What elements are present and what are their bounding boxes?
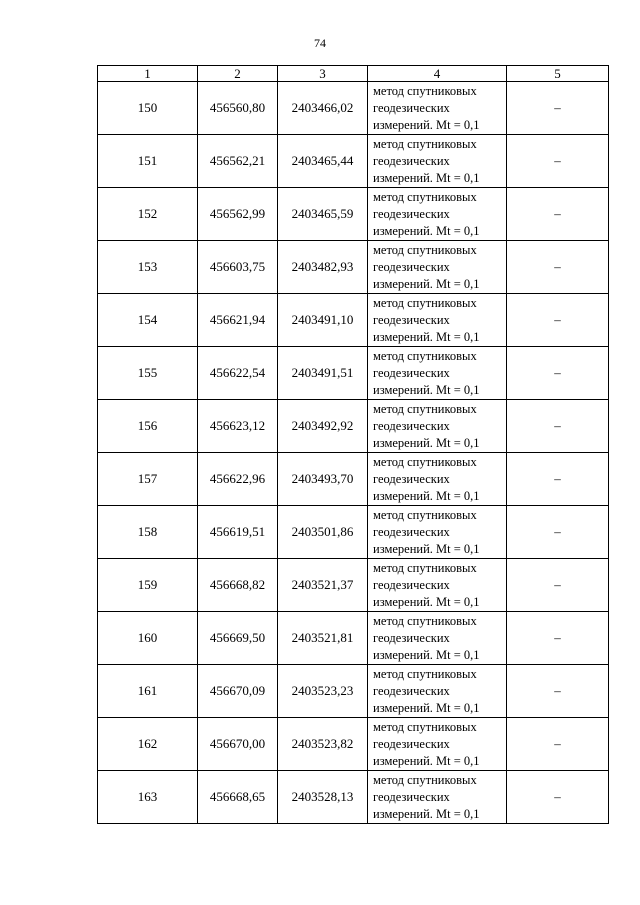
x-coordinate-cell: 456621,94 — [198, 294, 278, 347]
method-text-line: измерений. Mt = 0,1 — [373, 753, 480, 768]
table-row — [98, 188, 609, 241]
y-coordinate-cell: 2403493,70 — [278, 453, 368, 506]
table-row — [98, 771, 609, 824]
x-coordinate-cell: 456622,54 — [198, 347, 278, 400]
method-text-line: геодезических — [373, 312, 450, 327]
y-coordinate-cell: 2403501,86 — [278, 506, 368, 559]
y-coordinate-cell: 2403482,93 — [278, 241, 368, 294]
method-text-line: метод спутниковых — [373, 348, 477, 363]
method-cell — [368, 347, 507, 400]
method-text-line: метод спутниковых — [373, 401, 477, 416]
point-number-cell: 159 — [98, 559, 198, 612]
method-cell — [368, 612, 507, 665]
method-cell — [368, 665, 507, 718]
note-cell: – — [507, 135, 609, 188]
method-text-line: метод спутниковых — [373, 560, 477, 575]
point-number-cell: 150 — [98, 82, 198, 135]
point-number-cell: 162 — [98, 718, 198, 771]
x-coordinate-cell: 456670,00 — [198, 718, 278, 771]
method-text-line: измерений. Mt = 0,1 — [373, 276, 480, 291]
point-number-cell: 153 — [98, 241, 198, 294]
table-row — [98, 453, 609, 506]
y-coordinate-cell: 2403465,44 — [278, 135, 368, 188]
table-header — [98, 66, 609, 82]
y-coordinate-cell: 2403465,59 — [278, 188, 368, 241]
header-row — [98, 66, 609, 82]
x-coordinate-cell: 456668,82 — [198, 559, 278, 612]
method-cell — [368, 771, 507, 824]
note-cell: – — [507, 771, 609, 824]
table-row — [98, 135, 609, 188]
method-text-line: метод спутниковых — [373, 136, 477, 151]
method-text-line: геодезических — [373, 630, 450, 645]
method-cell — [368, 559, 507, 612]
method-text-line: измерений. Mt = 0,1 — [373, 541, 480, 556]
method-text-line: метод спутниковых — [373, 666, 477, 681]
point-number-cell: 152 — [98, 188, 198, 241]
note-cell: – — [507, 453, 609, 506]
page-number: 74 — [314, 36, 326, 50]
table-row — [98, 506, 609, 559]
y-coordinate-cell: 2403466,02 — [278, 82, 368, 135]
y-coordinate-cell: 2403521,81 — [278, 612, 368, 665]
method-text-line: геодезических — [373, 736, 450, 751]
method-cell — [368, 718, 507, 771]
coordinates-table — [97, 65, 609, 824]
method-text-line: метод спутниковых — [373, 772, 477, 787]
column-header-1: 1 — [98, 66, 198, 82]
method-text-line: измерений. Mt = 0,1 — [373, 488, 480, 503]
note-cell: – — [507, 506, 609, 559]
table-row — [98, 241, 609, 294]
y-coordinate-cell: 2403521,37 — [278, 559, 368, 612]
method-text-line: геодезических — [373, 418, 450, 433]
y-coordinate-cell: 2403492,92 — [278, 400, 368, 453]
note-cell: – — [507, 294, 609, 347]
method-text-line: измерений. Mt = 0,1 — [373, 117, 480, 132]
method-text-line: метод спутниковых — [373, 242, 477, 257]
method-text-line: измерений. Mt = 0,1 — [373, 806, 480, 821]
point-number-cell: 163 — [98, 771, 198, 824]
x-coordinate-cell: 456670,09 — [198, 665, 278, 718]
method-text-line: геодезических — [373, 789, 450, 804]
method-text-line: метод спутниковых — [373, 719, 477, 734]
point-number-cell: 155 — [98, 347, 198, 400]
x-coordinate-cell: 456622,96 — [198, 453, 278, 506]
method-text-line: метод спутниковых — [373, 454, 477, 469]
point-number-cell: 151 — [98, 135, 198, 188]
x-coordinate-cell: 456623,12 — [198, 400, 278, 453]
method-text-line: геодезических — [373, 471, 450, 486]
y-coordinate-cell: 2403491,51 — [278, 347, 368, 400]
note-cell: – — [507, 82, 609, 135]
method-cell — [368, 135, 507, 188]
note-cell: – — [507, 347, 609, 400]
method-text-line: метод спутниковых — [373, 295, 477, 310]
x-coordinate-cell: 456603,75 — [198, 241, 278, 294]
y-coordinate-cell: 2403523,82 — [278, 718, 368, 771]
y-coordinate-cell: 2403523,23 — [278, 665, 368, 718]
method-text-line: измерений. Mt = 0,1 — [373, 435, 480, 450]
table-row — [98, 347, 609, 400]
point-number-cell: 158 — [98, 506, 198, 559]
method-text-line: метод спутниковых — [373, 507, 477, 522]
method-text-line: измерений. Mt = 0,1 — [373, 382, 480, 397]
table-row — [98, 82, 609, 135]
note-cell: – — [507, 665, 609, 718]
table-row — [98, 718, 609, 771]
x-coordinate-cell: 456562,99 — [198, 188, 278, 241]
note-cell: – — [507, 559, 609, 612]
table-row — [98, 559, 609, 612]
table-body — [98, 82, 609, 824]
method-text-line: геодезических — [373, 577, 450, 592]
point-number-cell: 160 — [98, 612, 198, 665]
method-cell — [368, 506, 507, 559]
method-text-line: измерений. Mt = 0,1 — [373, 329, 480, 344]
method-text-line: геодезических — [373, 206, 450, 221]
method-cell — [368, 294, 507, 347]
note-cell: – — [507, 188, 609, 241]
method-text-line: геодезических — [373, 524, 450, 539]
method-text-line: геодезических — [373, 683, 450, 698]
note-cell: – — [507, 241, 609, 294]
method-text-line: геодезических — [373, 365, 450, 380]
point-number-cell: 154 — [98, 294, 198, 347]
table-row — [98, 612, 609, 665]
method-text-line: измерений. Mt = 0,1 — [373, 647, 480, 662]
point-number-cell: 157 — [98, 453, 198, 506]
x-coordinate-cell: 456562,21 — [198, 135, 278, 188]
method-cell — [368, 82, 507, 135]
method-cell — [368, 400, 507, 453]
column-header-3: 3 — [278, 66, 368, 82]
column-header-4: 4 — [368, 66, 507, 82]
method-text-line: измерений. Mt = 0,1 — [373, 223, 480, 238]
method-text-line: метод спутниковых — [373, 189, 477, 204]
method-text-line: геодезических — [373, 153, 450, 168]
x-coordinate-cell: 456560,80 — [198, 82, 278, 135]
note-cell: – — [507, 612, 609, 665]
point-number-cell: 156 — [98, 400, 198, 453]
column-header-2: 2 — [198, 66, 278, 82]
method-cell — [368, 241, 507, 294]
y-coordinate-cell: 2403491,10 — [278, 294, 368, 347]
table-row — [98, 400, 609, 453]
method-text-line: измерений. Mt = 0,1 — [373, 594, 480, 609]
method-text-line: геодезических — [373, 259, 450, 274]
point-number-cell: 161 — [98, 665, 198, 718]
method-text-line: метод спутниковых — [373, 83, 477, 98]
x-coordinate-cell: 456668,65 — [198, 771, 278, 824]
column-header-5: 5 — [507, 66, 609, 82]
method-cell — [368, 453, 507, 506]
note-cell: – — [507, 400, 609, 453]
note-cell: – — [507, 718, 609, 771]
method-text-line: измерений. Mt = 0,1 — [373, 170, 480, 185]
table-row — [98, 294, 609, 347]
x-coordinate-cell: 456669,50 — [198, 612, 278, 665]
y-coordinate-cell: 2403528,13 — [278, 771, 368, 824]
x-coordinate-cell: 456619,51 — [198, 506, 278, 559]
method-text-line: измерений. Mt = 0,1 — [373, 700, 480, 715]
method-text-line: геодезических — [373, 100, 450, 115]
method-cell — [368, 188, 507, 241]
table-row — [98, 665, 609, 718]
method-text-line: метод спутниковых — [373, 613, 477, 628]
